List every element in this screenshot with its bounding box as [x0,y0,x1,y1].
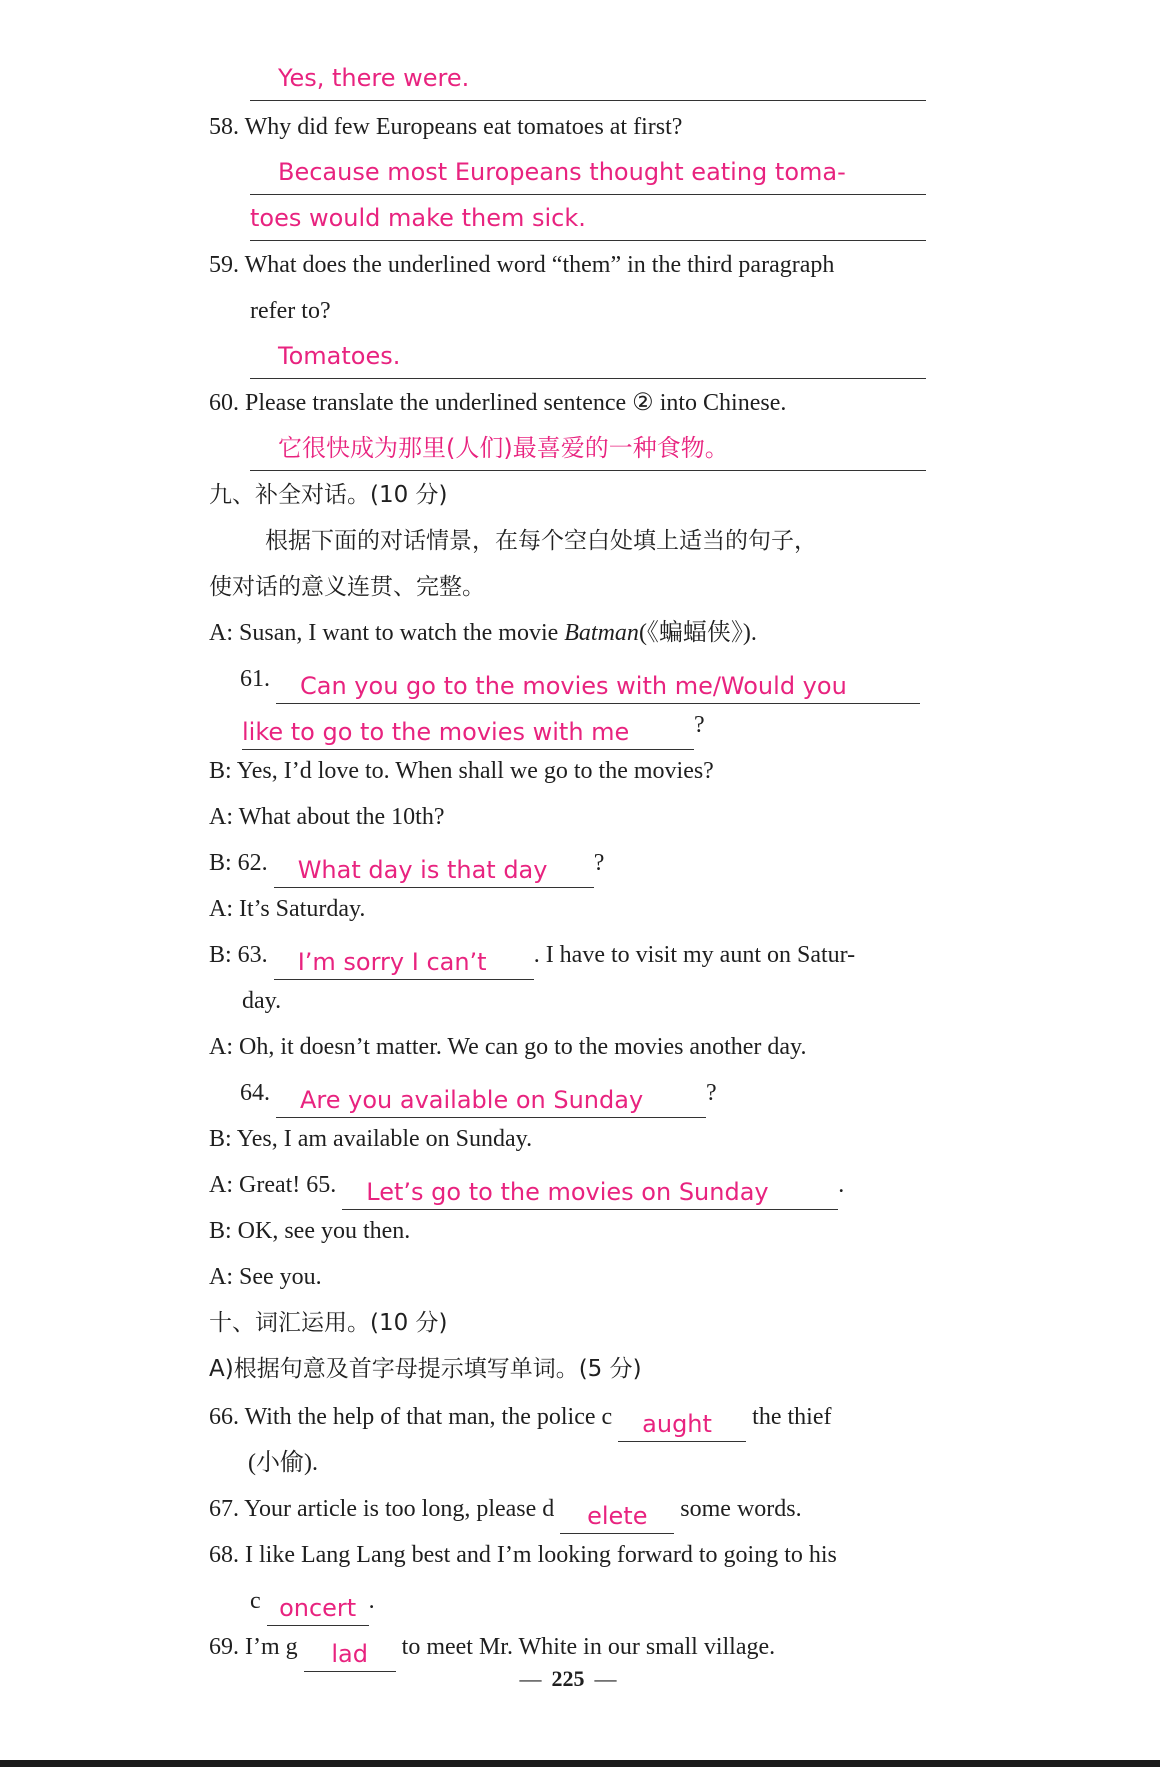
question-61-line2 [242,702,926,748]
answer-65: Let’s go to the movies on Sunday [342,1172,838,1210]
answer-line: 它很快成为那里(人们)最喜爱的一种食物。 [250,426,926,471]
dash-right: — [594,1666,617,1691]
section-10-subheading: A)根据句意及首字母提示填写单词。(5 分) [209,1356,642,1382]
question-text: some words. [680,1496,802,1522]
section-9-heading: 九、补全对话。(10 分) [209,482,448,508]
question-text: 66. With the help of that man, the police c [209,1404,613,1430]
answer-58-line2 [250,196,926,242]
question-end: ? [706,1080,717,1106]
answer-68: oncert [267,1588,369,1626]
answer-line: Because most Europeans thought eating toma- [250,150,926,195]
page-number-value: 225 [551,1666,585,1691]
question-text: c [250,1588,261,1614]
dialogue-a3: A: It’s Saturday. [209,896,366,922]
answer-61-line1: Can you go to the movies with me/Would you [276,666,920,704]
question-63-cont: day. [242,988,282,1014]
question-59-line1: 59. What does the underlined word “them” in the third paragraph [209,252,835,278]
bottom-edge-bar [0,1760,1160,1767]
answer-66: aught [618,1404,746,1442]
section-9-instruction-line1: 根据下面的对话情景，在每个空白处填上适当的句子， [265,528,817,554]
dialogue-text: B: 63. [209,942,268,968]
question-text: 67. Your article is too long, please d [209,1496,555,1522]
answer-60 [250,426,926,472]
question-end: . [838,1172,845,1198]
question-text: the thief [752,1404,832,1430]
dialogue-a1 [209,610,929,656]
answer-line: Tomatoes. [250,334,926,379]
section-9-instruction-line2: 使对话的意义连贯、完整。 [209,574,485,600]
question-59-line2: refer to? [250,298,331,324]
dialogue-a2: A: What about the 10th? [209,804,445,830]
answer-line: toes would make them sick. [250,196,926,241]
question-61-line1 [240,656,926,702]
question-number: 64. [240,1080,270,1106]
movie-title: Batman [564,620,639,646]
question-66-cont: (小偷). [248,1450,318,1476]
question-68-line1: 68. I like Lang Lang best and I’m looking forward to going to his [209,1542,837,1568]
section-10-heading: 十、词汇运用。(10 分) [209,1310,448,1336]
answer-61-line2: like to go to the movies with me [242,712,694,750]
question-text: 69. I’m g [209,1634,298,1660]
question-58: 58. Why did few Europeans eat tomatoes at first? [209,114,683,140]
dialogue-text: . I have to visit my aunt on Satur- [533,942,856,968]
question-60: 60. Please translate the underlined sentence ② into Chinese. [209,390,787,416]
question-69 [209,1624,929,1670]
dialogue-a5: A: See you. [209,1264,322,1290]
answer-69: lad [304,1634,396,1672]
answer-58-line1 [250,150,926,196]
question-text: to meet Mr. White in our small village. [401,1634,776,1660]
question-63 [209,932,929,978]
answer-59 [250,334,926,380]
dialogue-b4: B: OK, see you then. [209,1218,411,1244]
dialogue-text: (《蝙蝠侠》). [638,620,757,646]
question-end: ? [593,850,605,876]
question-65 [209,1162,929,1208]
question-62 [209,840,929,886]
question-67 [209,1486,929,1532]
page-number [0,1666,1136,1692]
dialogue-b1: B: Yes, I’d love to. When shall we go to the movies? [209,758,714,784]
dialogue-a4: A: Oh, it doesn’t matter. We can go to the movies another day. [209,1034,807,1060]
dialogue-text: B: 62. [209,850,268,876]
question-64 [240,1070,926,1116]
answer-67: elete [560,1496,674,1534]
question-68-line2 [250,1578,934,1624]
question-66 [209,1394,929,1440]
question-end: . [368,1588,375,1614]
question-end: ? [694,712,705,738]
answer-57 [250,56,926,102]
dialogue-text: A: Great! 65. [209,1172,337,1198]
answer-64: Are you available on Sunday [276,1080,706,1118]
answer-62: What day is that day [274,850,594,888]
dialogue-text: A: Susan, I want to watch the movie [209,620,565,646]
dash-left: — [519,1666,542,1691]
answer-63: I’m sorry I can’t [274,942,534,980]
answer-line: Yes, there were. [250,56,926,101]
dialogue-b3: B: Yes, I am available on Sunday. [209,1126,533,1152]
question-number: 61. [240,666,270,692]
